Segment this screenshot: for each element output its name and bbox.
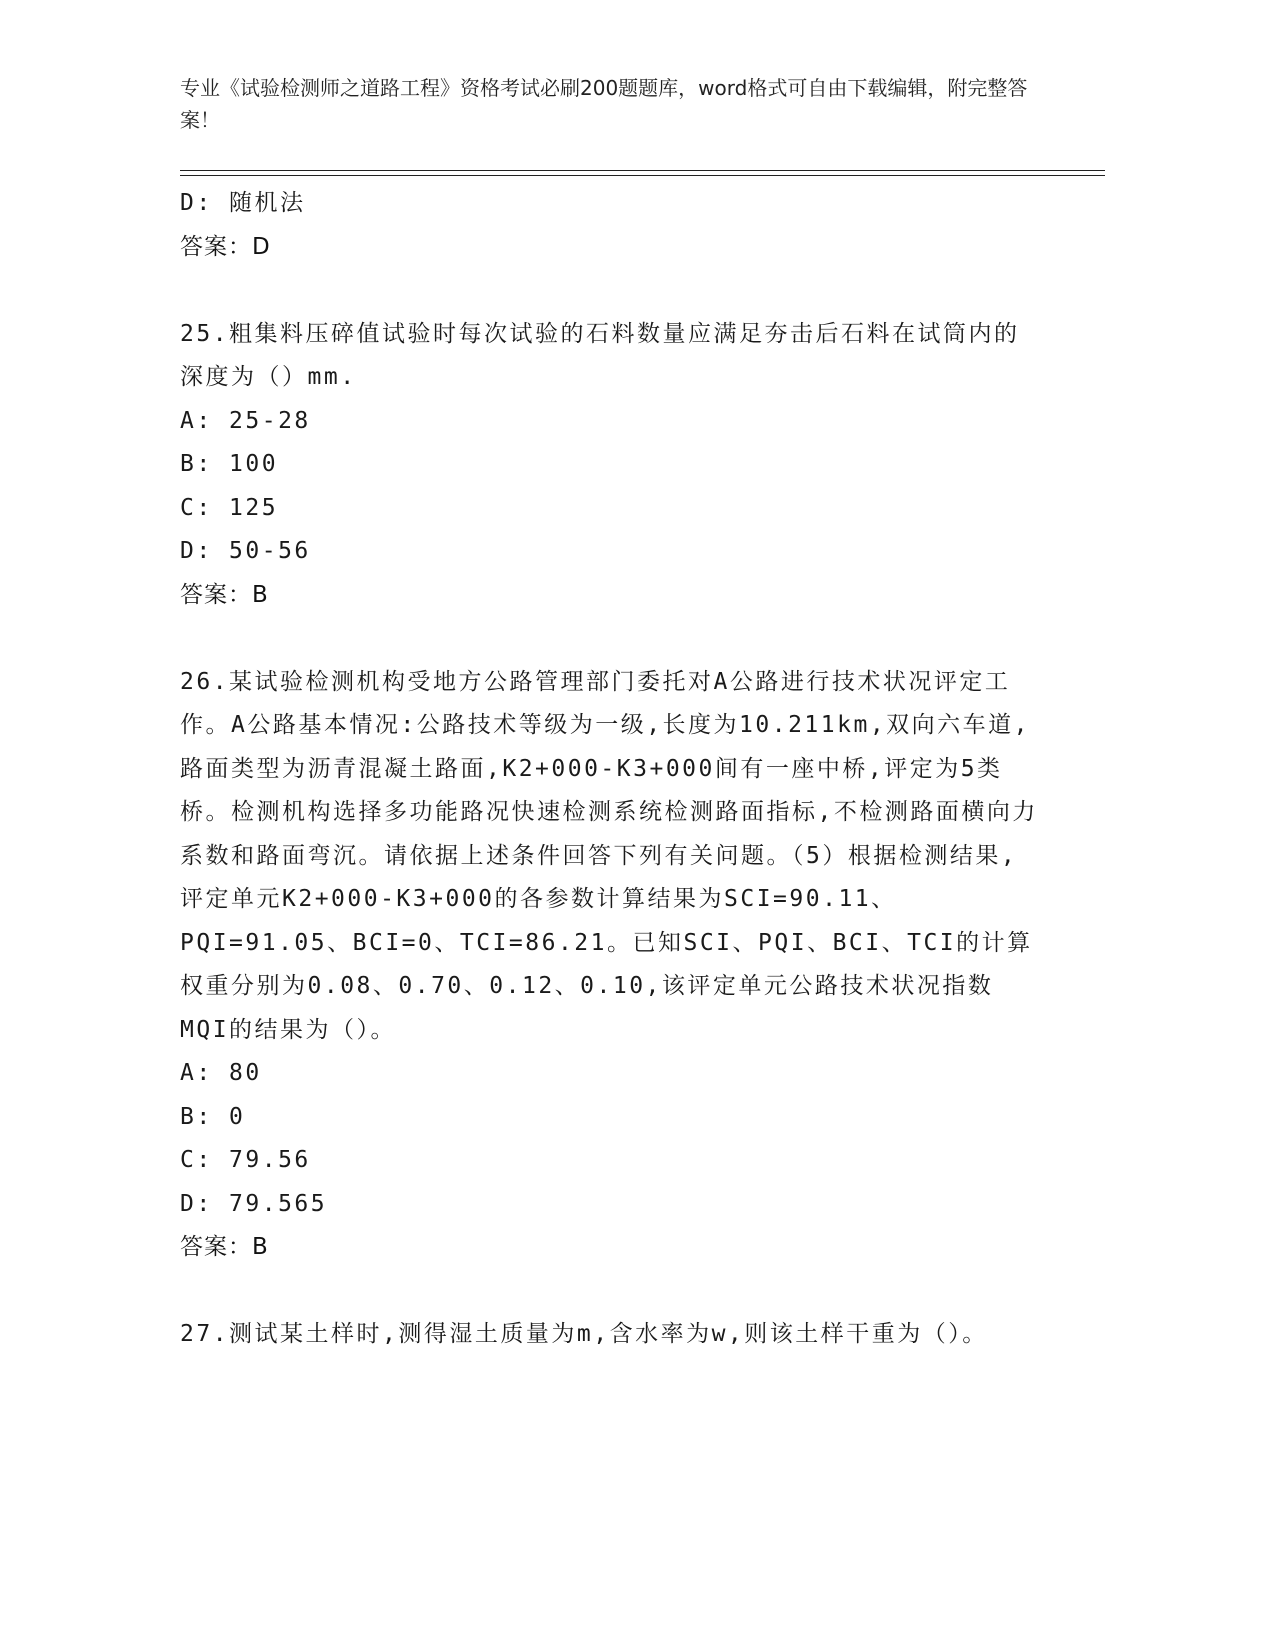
question-25 <box>180 313 1040 618</box>
option-d: D: 79.565 <box>180 1190 328 1217</box>
question-27 <box>180 1313 1040 1357</box>
option-d: D: 50-56 <box>180 538 311 564</box>
option-b: B: 0 <box>180 1103 246 1130</box>
option-a: A: 25-28 <box>180 407 311 434</box>
spacer <box>180 269 1040 313</box>
answer-label: 答案：B <box>180 581 269 608</box>
question-text: 26.某试验检测机构受地方公路管理部门委托对A公路进行技术状况评定工作。A公路基本情况:公路技术等级为一级,长度为10.211km,双向六车道,路面类型为沥青混凝土路面,K2+000-K3+000间有一座中桥,评定为5类桥。检测机构选择多功能路况快速检测系统检测路面指标,不检测路面横向力系数和路面弯沉。请依据上述条件回答下列有关问题。（5）根据检测结果,评定单元K2+000-K3+000的各参数计算结果为SCI=90.11、PQI=91.05、BCI=0、TCI=86.21。已知SCI、PQI、BCI、TCI的计算权重分别为0.08、0.70、0.12、0.10,该评定单元公路技术状况指数MQI的结果为（）。 <box>180 668 1038 1043</box>
question-text: 25.粗集料压碎值试验时每次试验的石料数量应满足夯击后石料在试筒内的深度为（）mm. <box>180 320 1020 390</box>
option-c: C: 79.56 <box>180 1147 311 1173</box>
answer-label: 答案：D <box>180 233 271 260</box>
document-header: 专业《试验检测师之道路工程》资格考试必刷200题题库，word格式可自由下载编辑，附完整答案！ <box>180 76 1028 132</box>
option-b: B: 100 <box>180 451 279 477</box>
question-list <box>180 182 1040 1357</box>
answer-label: 答案：B <box>180 1234 269 1260</box>
header-rule-bottom <box>180 175 1105 176</box>
question-26 <box>180 661 1040 1270</box>
header-rule-top <box>180 170 1105 171</box>
question-24 <box>180 182 1040 269</box>
spacer <box>180 1270 1040 1314</box>
option-a: A: 80 <box>180 1060 262 1086</box>
spacer <box>180 617 1040 661</box>
option-d: D: 随机法 <box>180 190 306 216</box>
option-c: C: 125 <box>180 494 279 521</box>
question-text: 27.测试某土样时,测得湿土质量为m,含水率为w,则该土样干重为（）。 <box>180 1321 988 1347</box>
